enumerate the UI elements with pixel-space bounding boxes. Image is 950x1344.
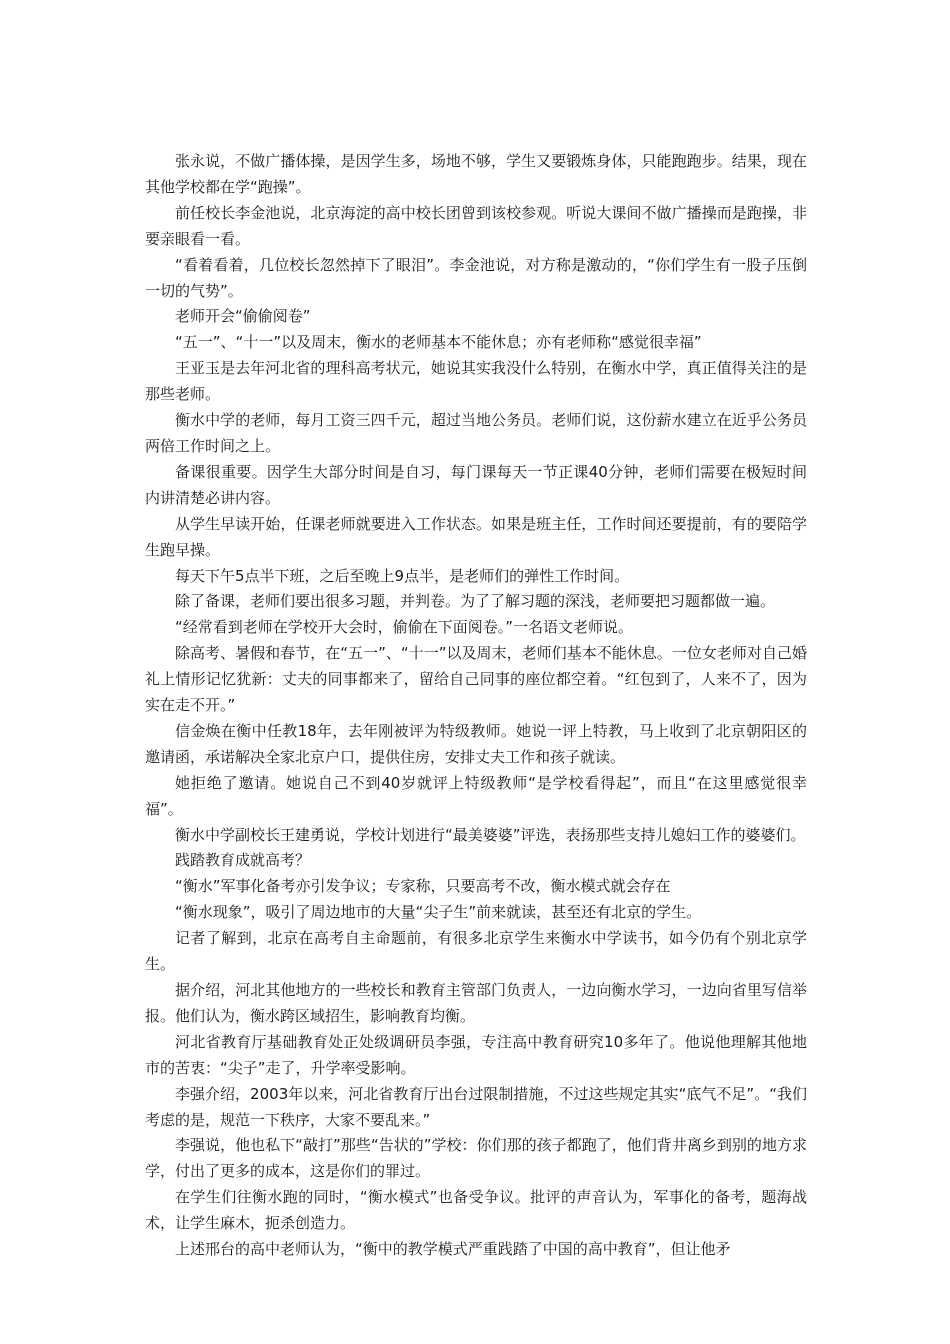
paragraph: 王亚玉是去年河北省的理科高考状元，她说其实我没什么特别，在衡水中学，真正值得关注的是那些老师。 (145, 359, 807, 404)
article-body (145, 149, 807, 1263)
paragraph: 在学生们往衡水跑的同时，“衡水模式”也备受争议。批评的声音认为，军事化的备考，题海战术，让学生麻木，扼杀创造力。 (145, 1188, 807, 1233)
paragraph: 记者了解到，北京在高考自主命题前，有很多北京学生来衡水中学读书，如今仍有个别北京学生。 (145, 929, 807, 974)
paragraph: 从学生早读开始，任课老师就要进入工作状态。如果是班主任，工作时间还要提前，有的要陪学生跑早操。 (145, 514, 807, 559)
paragraph: 河北省教育厅基础教育处正处级调研员李强，专注高中教育研究10多年了。他说他理解其他地市的苦衷：“尖子”走了，升学率受影响。 (145, 1032, 807, 1077)
section-subheading: “五一”、“十一”以及周末，衡水的老师基本不能休息；亦有老师称“感觉很幸福” (175, 333, 702, 352)
paragraph: 她拒绝了邀请。她说自己不到40岁就评上特级教师“是学校看得起”，而且“在这里感觉很幸福”。 (145, 773, 807, 818)
section-heading: 践踏教育成就高考？ (175, 851, 311, 870)
section-heading: 老师开会“偷偷阅卷” (175, 307, 311, 326)
paragraph: 前任校长李金池说，北京海淀的高中校长团曾到该校参观。听说大课间不做广播操而是跑操，非要亲眼看一看。 (145, 203, 807, 248)
paragraph: 李强说，他也私下“敲打”那些“告状的”学校：你们那的孩子都跑了，他们背井离乡到别的地方求学，付出了更多的成本，这是你们的罪过。 (145, 1136, 807, 1181)
paragraph: 张永说，不做广播体操，是因学生多，场地不够，学生又要锻炼身体，只能跑跑步。结果，现在其他学校都在学“跑操”。 (145, 152, 807, 196)
paragraph: 据介绍，河北其他地方的一些校长和教育主管部门负责人，一边向衡水学习，一边向省里写信举报。他们认为，衡水跨区域招生，影响教育均衡。 (145, 981, 807, 1025)
paragraph: 备课很重要。因学生大部分时间是自习，每门课每天一节正课40分钟，老师们需要在极短时间内讲清楚必讲内容。 (145, 462, 807, 507)
paragraph: 除了备课，老师们要出很多习题，并判卷。为了了解习题的深浅，老师要把习题都做一遍。 (175, 592, 776, 611)
section-subheading: “衡水”军事化备考亦引发争议；专家称，只要高考不改，衡水模式就会存在 (175, 877, 671, 896)
paragraph: 除高考、暑假和春节，在“五一”、“十一”以及周末，老师们基本不能休息。一位女老师对自己婚礼上情形记忆犹新：丈夫的同事都来了，留给自己同事的座位都空着。“红包到了，人来不了，因为实在走不开。” (145, 644, 807, 715)
paragraph: 李强介绍，2003年以来，河北省教育厅出台过限制措施，不过这些规定其实“底气不足”。“我们考虑的是，规范一下秩序，大家不要乱来。” (145, 1084, 807, 1129)
paragraph: 信金焕在衡中任教18年，去年刚被评为特级教师。她说一评上特教，马上收到了北京朝阳区的邀请函，承诺解决全家北京户口，提供住房，安排丈夫工作和孩子就读。 (145, 721, 807, 766)
paragraph: “看着看着，几位校长忽然掉下了眼泪”。李金池说，对方称是激动的，“你们学生有一股子压倒一切的气势”。 (145, 255, 807, 300)
paragraph: 每天下午5点半下班，之后至晚上9点半，是老师们的弹性工作时间。 (175, 566, 630, 585)
paragraph: 衡水中学的老师，每月工资三四千元，超过当地公务员。老师们说，这份薪水建立在近乎公务员两倍工作时间之上。 (145, 411, 807, 455)
paragraph: 衡水中学副校长王建勇说，学校计划进行“最美婆婆”评选，表扬那些支持儿媳妇工作的婆婆们。 (175, 825, 806, 844)
paragraph: “经常看到老师在学校开大会时，偷偷在下面阅卷。”一名语文老师说。 (175, 618, 634, 637)
paragraph: 上述邢台的高中老师认为，“衡中的教学模式严重践踏了中国的高中教育”，但让他矛 (175, 1240, 731, 1259)
paragraph: “衡水现象”，吸引了周边地市的大量“尖子生”前来就读，甚至还有北京的学生。 (175, 903, 702, 922)
